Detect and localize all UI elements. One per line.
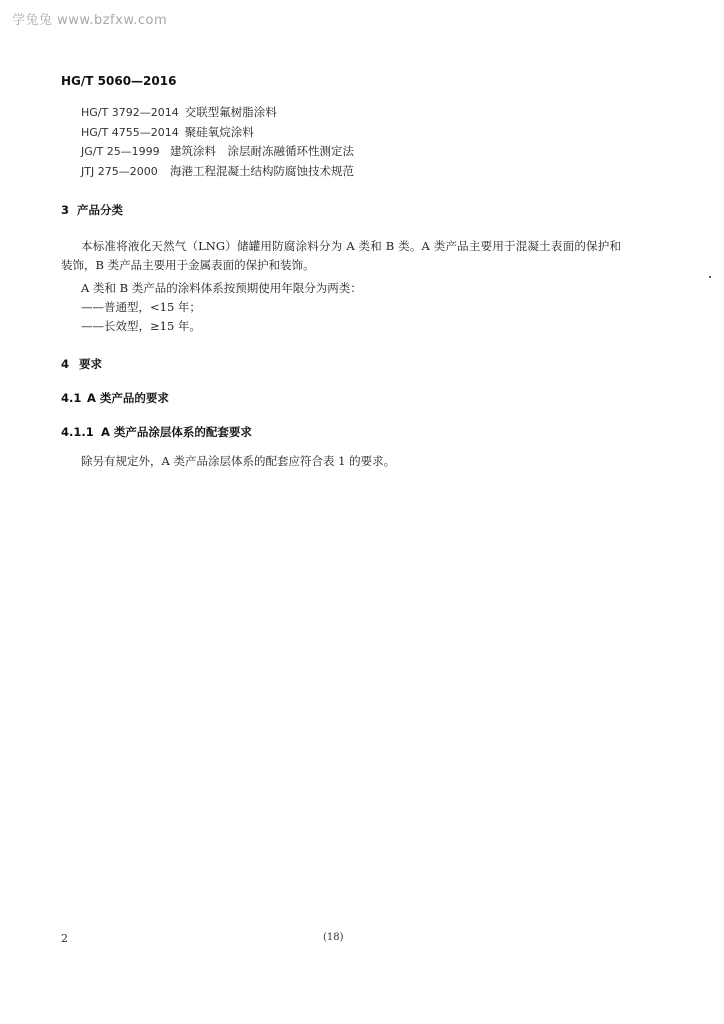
reference-item <box>81 103 354 123</box>
normative-references-list <box>81 103 354 181</box>
section-title: A 类产品的要求 <box>87 391 169 405</box>
section-number: 4.1.1 <box>61 425 94 439</box>
reference-title: 交联型氟树脂涂料 <box>184 105 277 119</box>
reference-title: 聚硅氧烷涂料 <box>184 124 254 139</box>
section-4-1-1-paragraph: 除另有规定外，A 类产品涂层体系的配套应符合表 1 的要求。 <box>81 454 396 468</box>
watermark: 学兔兔 www.bzfxw.com <box>12 13 168 28</box>
section-3-heading <box>61 202 123 218</box>
reference-code: HG/T 4755—2014 <box>81 125 179 139</box>
section-number: 3 <box>61 203 70 217</box>
section-title: 要求 <box>79 357 102 371</box>
reference-title: 海港工程混凝土结构防腐蚀技术规范 <box>170 163 354 178</box>
list-item-ordinary-type: ——普通型，<15 年； <box>81 300 201 314</box>
page-number: 2 <box>61 932 68 945</box>
scan-artifact-dot <box>709 276 711 278</box>
reference-code: JTJ 275—2000 <box>81 164 158 178</box>
section-3-paragraph-1: 本标准将液化天然气（LNG）储罐用防腐涂料分为 A 类和 B 类。A 类产品主要用于混凝土表面的保护和装饰，B 类产品主要用于金属表面的保护和装饰。 <box>61 239 621 272</box>
reference-code: JG/T 25—1999 <box>81 145 160 158</box>
section-number: 4.1 <box>61 391 82 405</box>
section-4-heading <box>61 356 102 372</box>
list-item-long-effect-type: ——长效型，≥15 年。 <box>81 319 201 333</box>
section-title: 产品分类 <box>77 203 123 217</box>
reference-item <box>81 142 354 162</box>
section-4-1-heading <box>61 390 169 406</box>
section-4-1-1-heading <box>61 424 252 440</box>
section-number: 4 <box>61 357 70 371</box>
page-sequence: (18) <box>323 932 344 943</box>
section-3-paragraph-2: A 类和 B 类产品的涂料体系按预期使用年限分为两类： <box>81 281 362 295</box>
reference-code: HG/T 3792—2014 <box>81 106 179 119</box>
reference-title: 建筑涂料 涂层耐冻融循环性测定法 <box>170 144 354 158</box>
section-title: A 类产品涂层体系的配套要求 <box>101 425 252 439</box>
standard-number-header: HG/T 5060—2016 <box>61 74 177 88</box>
reference-item <box>81 123 354 143</box>
reference-item <box>81 162 354 182</box>
